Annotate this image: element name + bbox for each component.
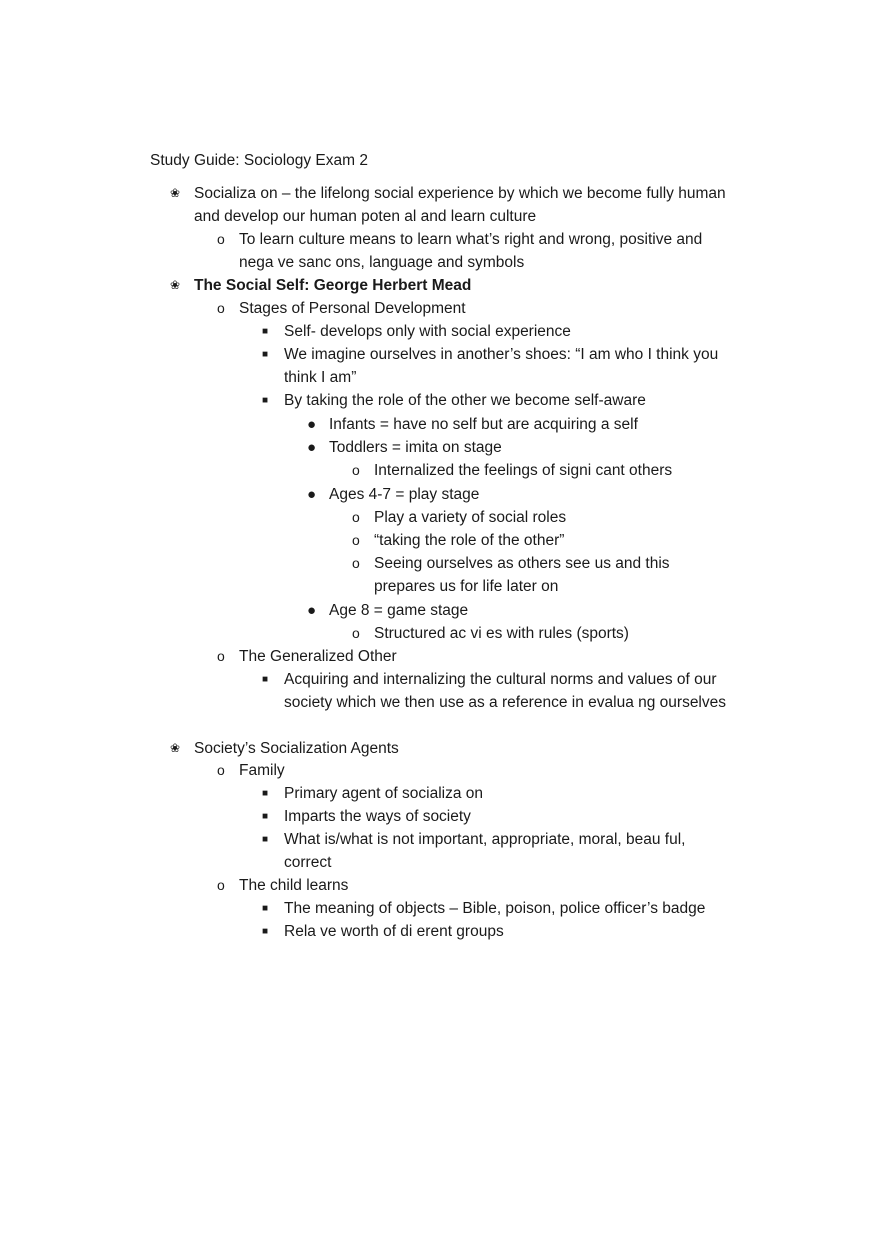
square-bullet-icon: ■	[262, 926, 269, 937]
list-item: o Family	[239, 759, 734, 782]
list-item: ■ Acquiring and internalizing the cultural norms and values of our society which we then use as a reference in evalua ng ourselves	[284, 668, 734, 714]
square-bullet-icon: ■	[262, 326, 269, 337]
document-title: Study Guide: Sociology Exam 2	[150, 152, 368, 169]
list-item: ● Age 8 = game stage	[329, 599, 734, 622]
list-item: ■ Primary agent of socializa on	[284, 782, 734, 805]
list-item: o The child learns	[239, 874, 734, 897]
section-heading: ❀ The Social Self: George Herbert Mead	[194, 274, 734, 297]
list-item: o Play a variety of social roles	[374, 506, 734, 529]
list-item: o Stages of Personal Development	[239, 297, 734, 320]
circle-bullet-icon: o	[217, 300, 225, 316]
list-item: o “taking the role of the other”	[374, 529, 734, 552]
list-item: ■ What is/what is not important, appropriate, moral, beau ful, correct	[284, 828, 734, 874]
circle-bullet-icon: o	[352, 532, 360, 548]
list-item: ■ Imparts the ways of society	[284, 805, 734, 828]
list-item: o Internalized the feelings of signi cant others	[374, 459, 734, 482]
circle-bullet-icon: o	[352, 462, 360, 478]
circle-bullet-icon: o	[352, 625, 360, 641]
square-bullet-icon: ■	[262, 349, 269, 360]
list-item: o To learn culture means to learn what’s right and wrong, positive and nega ve sanc ons, language and symbols	[239, 228, 734, 274]
list-item: o Seeing ourselves as others see us and this prepares us for life later on	[374, 552, 734, 598]
list-item: ❀ Socializa on – the lifelong social experience by which we become fully human and develop our human poten al and learn culture	[194, 182, 734, 228]
list-item: o Structured ac vi es with rules (sports)	[374, 622, 734, 645]
list-item: ■ Self- develops only with social experience	[284, 320, 734, 343]
list-item: ● Infants = have no self but are acquiring a self	[329, 413, 734, 436]
list-item: ■ The meaning of objects – Bible, poison, police officer’s badge	[284, 897, 734, 920]
dot-bullet-icon: ●	[307, 602, 317, 619]
list-item: ● Ages 4-7 = play stage	[329, 483, 734, 506]
list-item: ■ Rela ve worth of di erent groups	[284, 920, 734, 943]
dot-bullet-icon: ●	[307, 486, 317, 503]
dot-bullet-icon: ●	[307, 416, 317, 433]
list-item: ■ We imagine ourselves in another’s shoes: “I am who I think you think I am”	[284, 343, 734, 389]
dot-bullet-icon: ●	[307, 439, 317, 456]
circle-bullet-icon: o	[217, 231, 225, 247]
square-bullet-icon: ■	[262, 903, 269, 914]
list-item: ❀ Society’s Socialization Agents	[194, 737, 734, 760]
list-item: o The Generalized Other	[239, 645, 734, 668]
flower-bullet-icon: ❀	[170, 741, 180, 755]
list-item: ■ By taking the role of the other we become self-aware	[284, 389, 734, 412]
flower-bullet-icon: ❀	[170, 278, 180, 292]
square-bullet-icon: ■	[262, 788, 269, 799]
square-bullet-icon: ■	[262, 811, 269, 822]
circle-bullet-icon: o	[217, 648, 225, 664]
circle-bullet-icon: o	[217, 762, 225, 778]
circle-bullet-icon: o	[352, 509, 360, 525]
circle-bullet-icon: o	[352, 555, 360, 571]
list-item: ● Toddlers = imita on stage	[329, 436, 734, 459]
square-bullet-icon: ■	[262, 395, 269, 406]
square-bullet-icon: ■	[262, 834, 269, 845]
circle-bullet-icon: o	[217, 877, 225, 893]
flower-bullet-icon: ❀	[170, 186, 180, 200]
square-bullet-icon: ■	[262, 674, 269, 685]
